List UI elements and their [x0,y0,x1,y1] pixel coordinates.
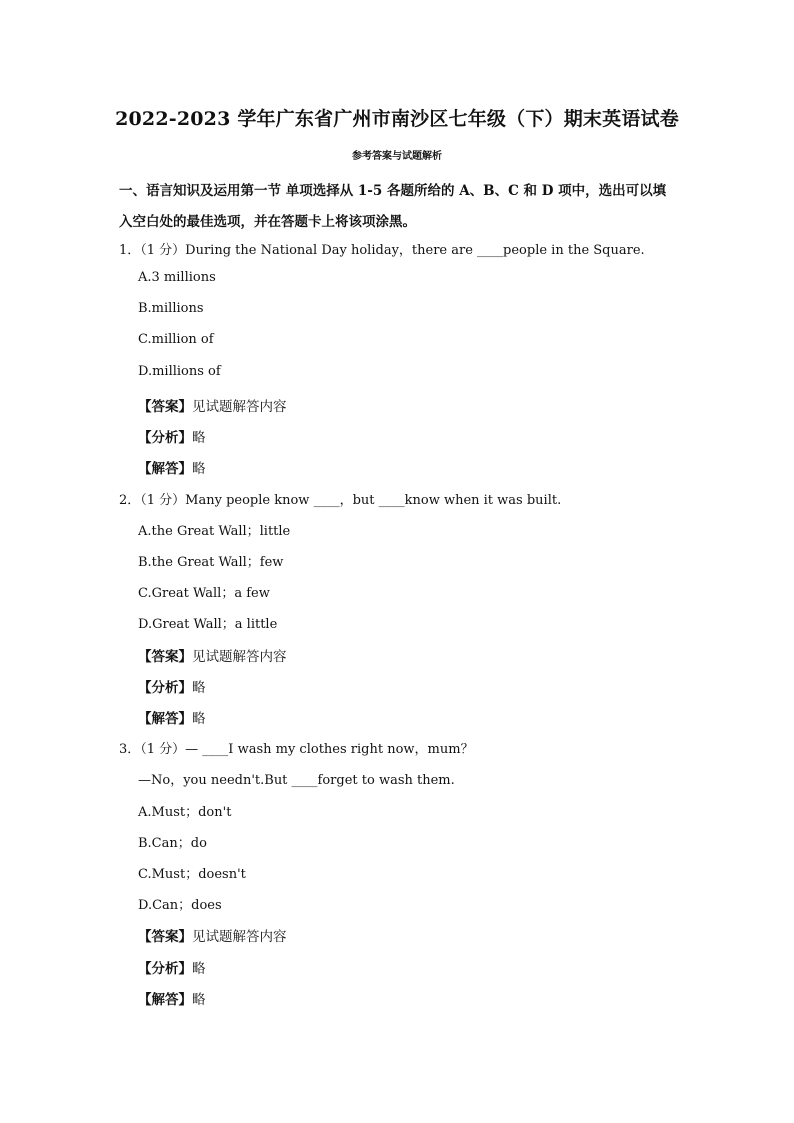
question-2-stem: 2．（1 分）Many people know ____，but ____know when it was built. [119,493,562,508]
solution-tag: 【解答】 [138,711,192,727]
question-1-option-a: A.3 millions [138,270,216,285]
question-2-solution [138,707,206,727]
question-3-solution [138,988,206,1008]
answer-tag: 【答案】 [138,399,192,415]
question-3-option-d: D.Can；does [138,898,222,913]
question-2-analysis [138,676,206,696]
analysis-text: 略 [192,430,206,446]
section-header: 一、语言知识及运用第一节 单项选择从 1-5 各题所给的 A、B、C 和 D 项中，选出可以填入空白处的最佳选项，并在答题卡上将该项涂黑。 [119,183,667,230]
analysis-tag: 【分析】 [138,680,192,696]
question-3-stem-line-2: —No，you needn't.But ____forget to wash them. [138,773,455,788]
question-3-answer [138,925,287,945]
question-1-analysis [138,426,206,446]
solution-tag: 【解答】 [138,461,192,477]
solution-text: 略 [192,461,206,477]
question-3-option-b: B.Can；do [138,836,207,851]
question-1-answer [138,395,287,415]
analysis-tag: 【分析】 [138,961,192,977]
question-3-option-c: C.Must；doesn't [138,867,246,882]
question-2-option-a: A.the Great Wall；little [138,524,291,539]
solution-text: 略 [192,992,206,1008]
question-1-stem: 1．（1 分）During the National Day holiday，there are ____people in the Square. [119,243,645,258]
question-1-option-b: B.millions [138,301,204,316]
answer-text: 见试题解答内容 [192,399,287,415]
question-2-option-b: B.the Great Wall；few [138,555,284,570]
solution-tag: 【解答】 [138,992,192,1008]
question-3-option-a: A.Must；don't [138,805,232,820]
question-1-option-c: C.million of [138,332,214,347]
question-2-option-c: C.Great Wall；a few [138,586,270,601]
question-3-stem: 3．（1 分）— ____I wash my clothes right now，mum？ [119,742,474,757]
question-2-option-d: D.Great Wall；a little [138,617,278,632]
analysis-text: 略 [192,961,206,977]
question-3-analysis [138,957,206,977]
page-title: 2022-2023 学年广东省广州市南沙区七年级（下）期末英语试卷 [115,108,679,130]
analysis-text: 略 [192,680,206,696]
analysis-tag: 【分析】 [138,430,192,446]
question-2-answer [138,645,287,665]
solution-text: 略 [192,711,206,727]
page-subtitle: 参考答案与试题解析 [352,151,442,162]
question-1-option-d: D.millions of [138,364,221,379]
answer-tag: 【答案】 [138,649,192,665]
answer-tag: 【答案】 [138,929,192,945]
answer-text: 见试题解答内容 [192,929,287,945]
question-1-solution [138,457,206,477]
answer-text: 见试题解答内容 [192,649,287,665]
